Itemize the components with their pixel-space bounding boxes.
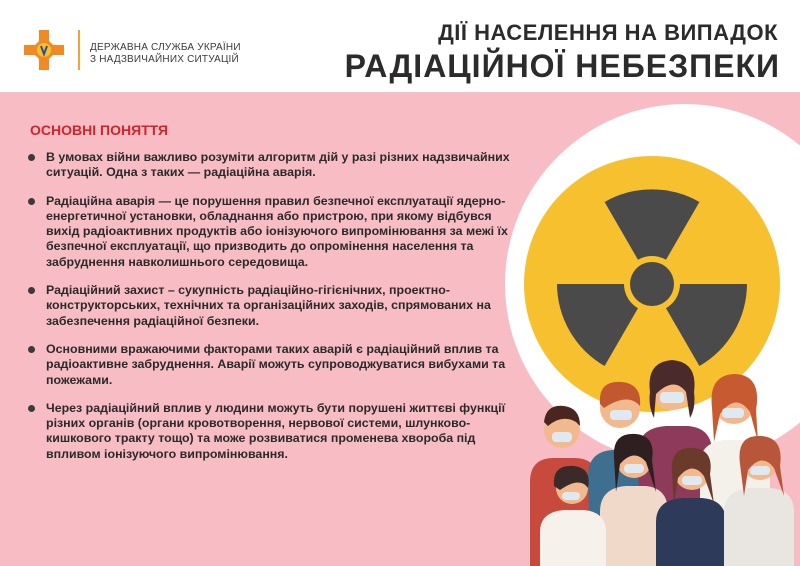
bullet-text: Радіаційний захист – сукупність радіаційно-гігієнічних, проектно-конструкторських, технічних та організаційних заходів, спрямованих на забезпечення радіаційної безпеки. (46, 283, 491, 328)
bullet-list (26, 150, 526, 475)
bullet-dot-icon (28, 287, 35, 294)
bullet-text: Радіаційна аварія — це порушення правил безпечної експлуатації ядерно-енергетичної установки, обладнання або пристрою, при якому відбувся вихід радіоактивних продуктів або іонізуючого випромінювання за межі їх безпечної експлуатації, що призводить до опромінення населення та забруднення навколишнього середовища. (46, 193, 508, 269)
page-title-line1: ДІЇ НАСЕЛЕННЯ НА ВИПАДОК (438, 20, 778, 45)
bullet-dot-icon (28, 198, 35, 205)
bullet-text: В умовах війни важливо розуміти алгоритм дій у разі різних надзвичайних ситуацій. Одна з таких — радіаційна аварія. (46, 150, 510, 180)
section-title: ОСНОВНІ ПОНЯТТЯ (30, 122, 169, 138)
dsns-emblem-icon (22, 28, 66, 72)
bullet-item (26, 401, 526, 462)
bullet-dot-icon (28, 154, 35, 161)
page-title-line2: РАДІАЦІЙНОЇ НЕБЕЗПЕКИ (344, 48, 780, 84)
header (0, 0, 800, 92)
radiation-illustration (500, 92, 800, 566)
bullet-item (26, 194, 526, 270)
org-name-line1: ДЕРЖАВНА СЛУЖБА УКРАЇНИ (90, 42, 241, 53)
organization-name (90, 42, 260, 66)
bullet-dot-icon (28, 405, 35, 412)
bullet-text: Основними вражаючими факторами таких аварій є радіаційний вплив та радіоактивне забруднення. Аварії можуть супроводжуватися вибухами та пожежами. (46, 341, 506, 387)
bullet-item (26, 342, 526, 388)
org-name-line2: З НАДЗВИЧАЙНИХ СИТУАЦІЙ (90, 54, 239, 65)
bullet-text: Через радіаційний вплив у людини можуть бути порушені життєві функції різних органів (органи кровотворення, нервової системи, шлунково-кишкового тракту тощо) та може розвиватися променева хвороба під впливом іонізуючого випромінювання. (46, 400, 506, 461)
logo-divider (78, 30, 80, 70)
bullet-dot-icon (28, 346, 35, 353)
bullet-item (26, 150, 526, 181)
bullet-item (26, 283, 526, 329)
